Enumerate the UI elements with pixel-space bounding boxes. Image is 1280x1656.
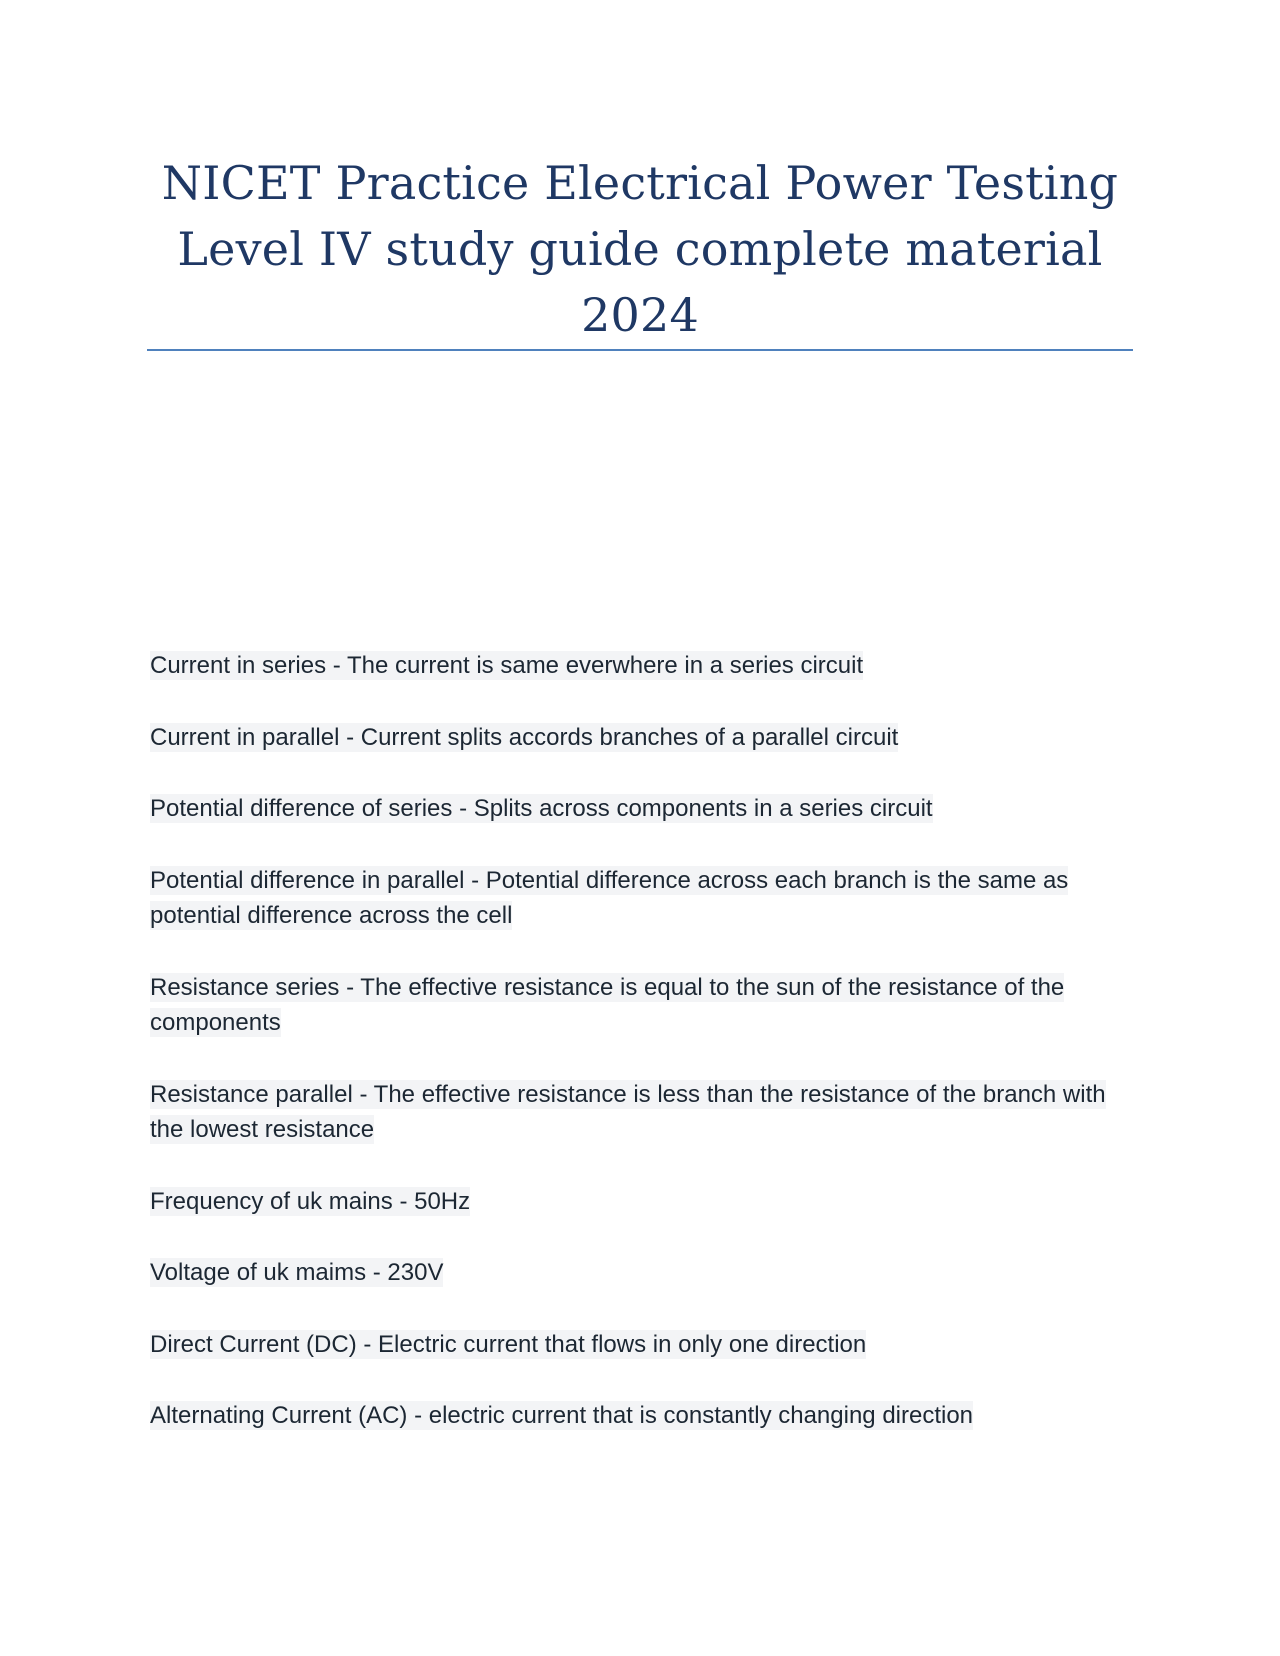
term-entry	[150, 1398, 1130, 1434]
term-entry	[150, 791, 1130, 827]
term-entry	[150, 648, 1130, 684]
term-entry-text: Resistance series - The effective resistance is equal to the sun of the resistance of the components	[150, 973, 1065, 1036]
term-entry	[150, 720, 1130, 756]
document-title: NICET Practice Electrical Power Testing Level IV study guide complete material 2024	[161, 156, 1119, 342]
term-entry-text: Alternating Current (AC) - electric current that is constantly changing direction	[150, 1402, 974, 1429]
title-block	[147, 150, 1133, 348]
term-entry-text: Potential difference in parallel - Potential difference across each branch is the same as potential difference across the cell	[150, 866, 1069, 929]
term-entry	[150, 970, 1130, 1041]
term-entry	[150, 1077, 1130, 1148]
term-entry-text: Direct Current (DC) - Electric current that flows in only one direction	[150, 1330, 867, 1358]
term-list	[150, 648, 1130, 1470]
term-entry	[150, 863, 1130, 934]
term-entry-text: Current in series - The current is same everwhere in a series circuit	[150, 652, 864, 679]
term-entry-text: Frequency of uk mains - 50Hz	[150, 1187, 471, 1215]
term-entry-text: Resistance parallel - The effective resistance is less than the resistance of the branch with the lowest resistance	[150, 1080, 1106, 1143]
term-entry	[150, 1184, 1130, 1220]
term-entry-text: Potential difference of series - Splits across components in a series circuit	[150, 795, 933, 822]
title-divider	[147, 349, 1133, 351]
term-entry-text: Current in parallel - Current splits accords branches of a parallel circuit	[150, 723, 899, 751]
term-entry	[150, 1327, 1130, 1363]
term-entry	[150, 1255, 1130, 1291]
term-entry-text: Voltage of uk maims - 230V	[150, 1259, 444, 1286]
